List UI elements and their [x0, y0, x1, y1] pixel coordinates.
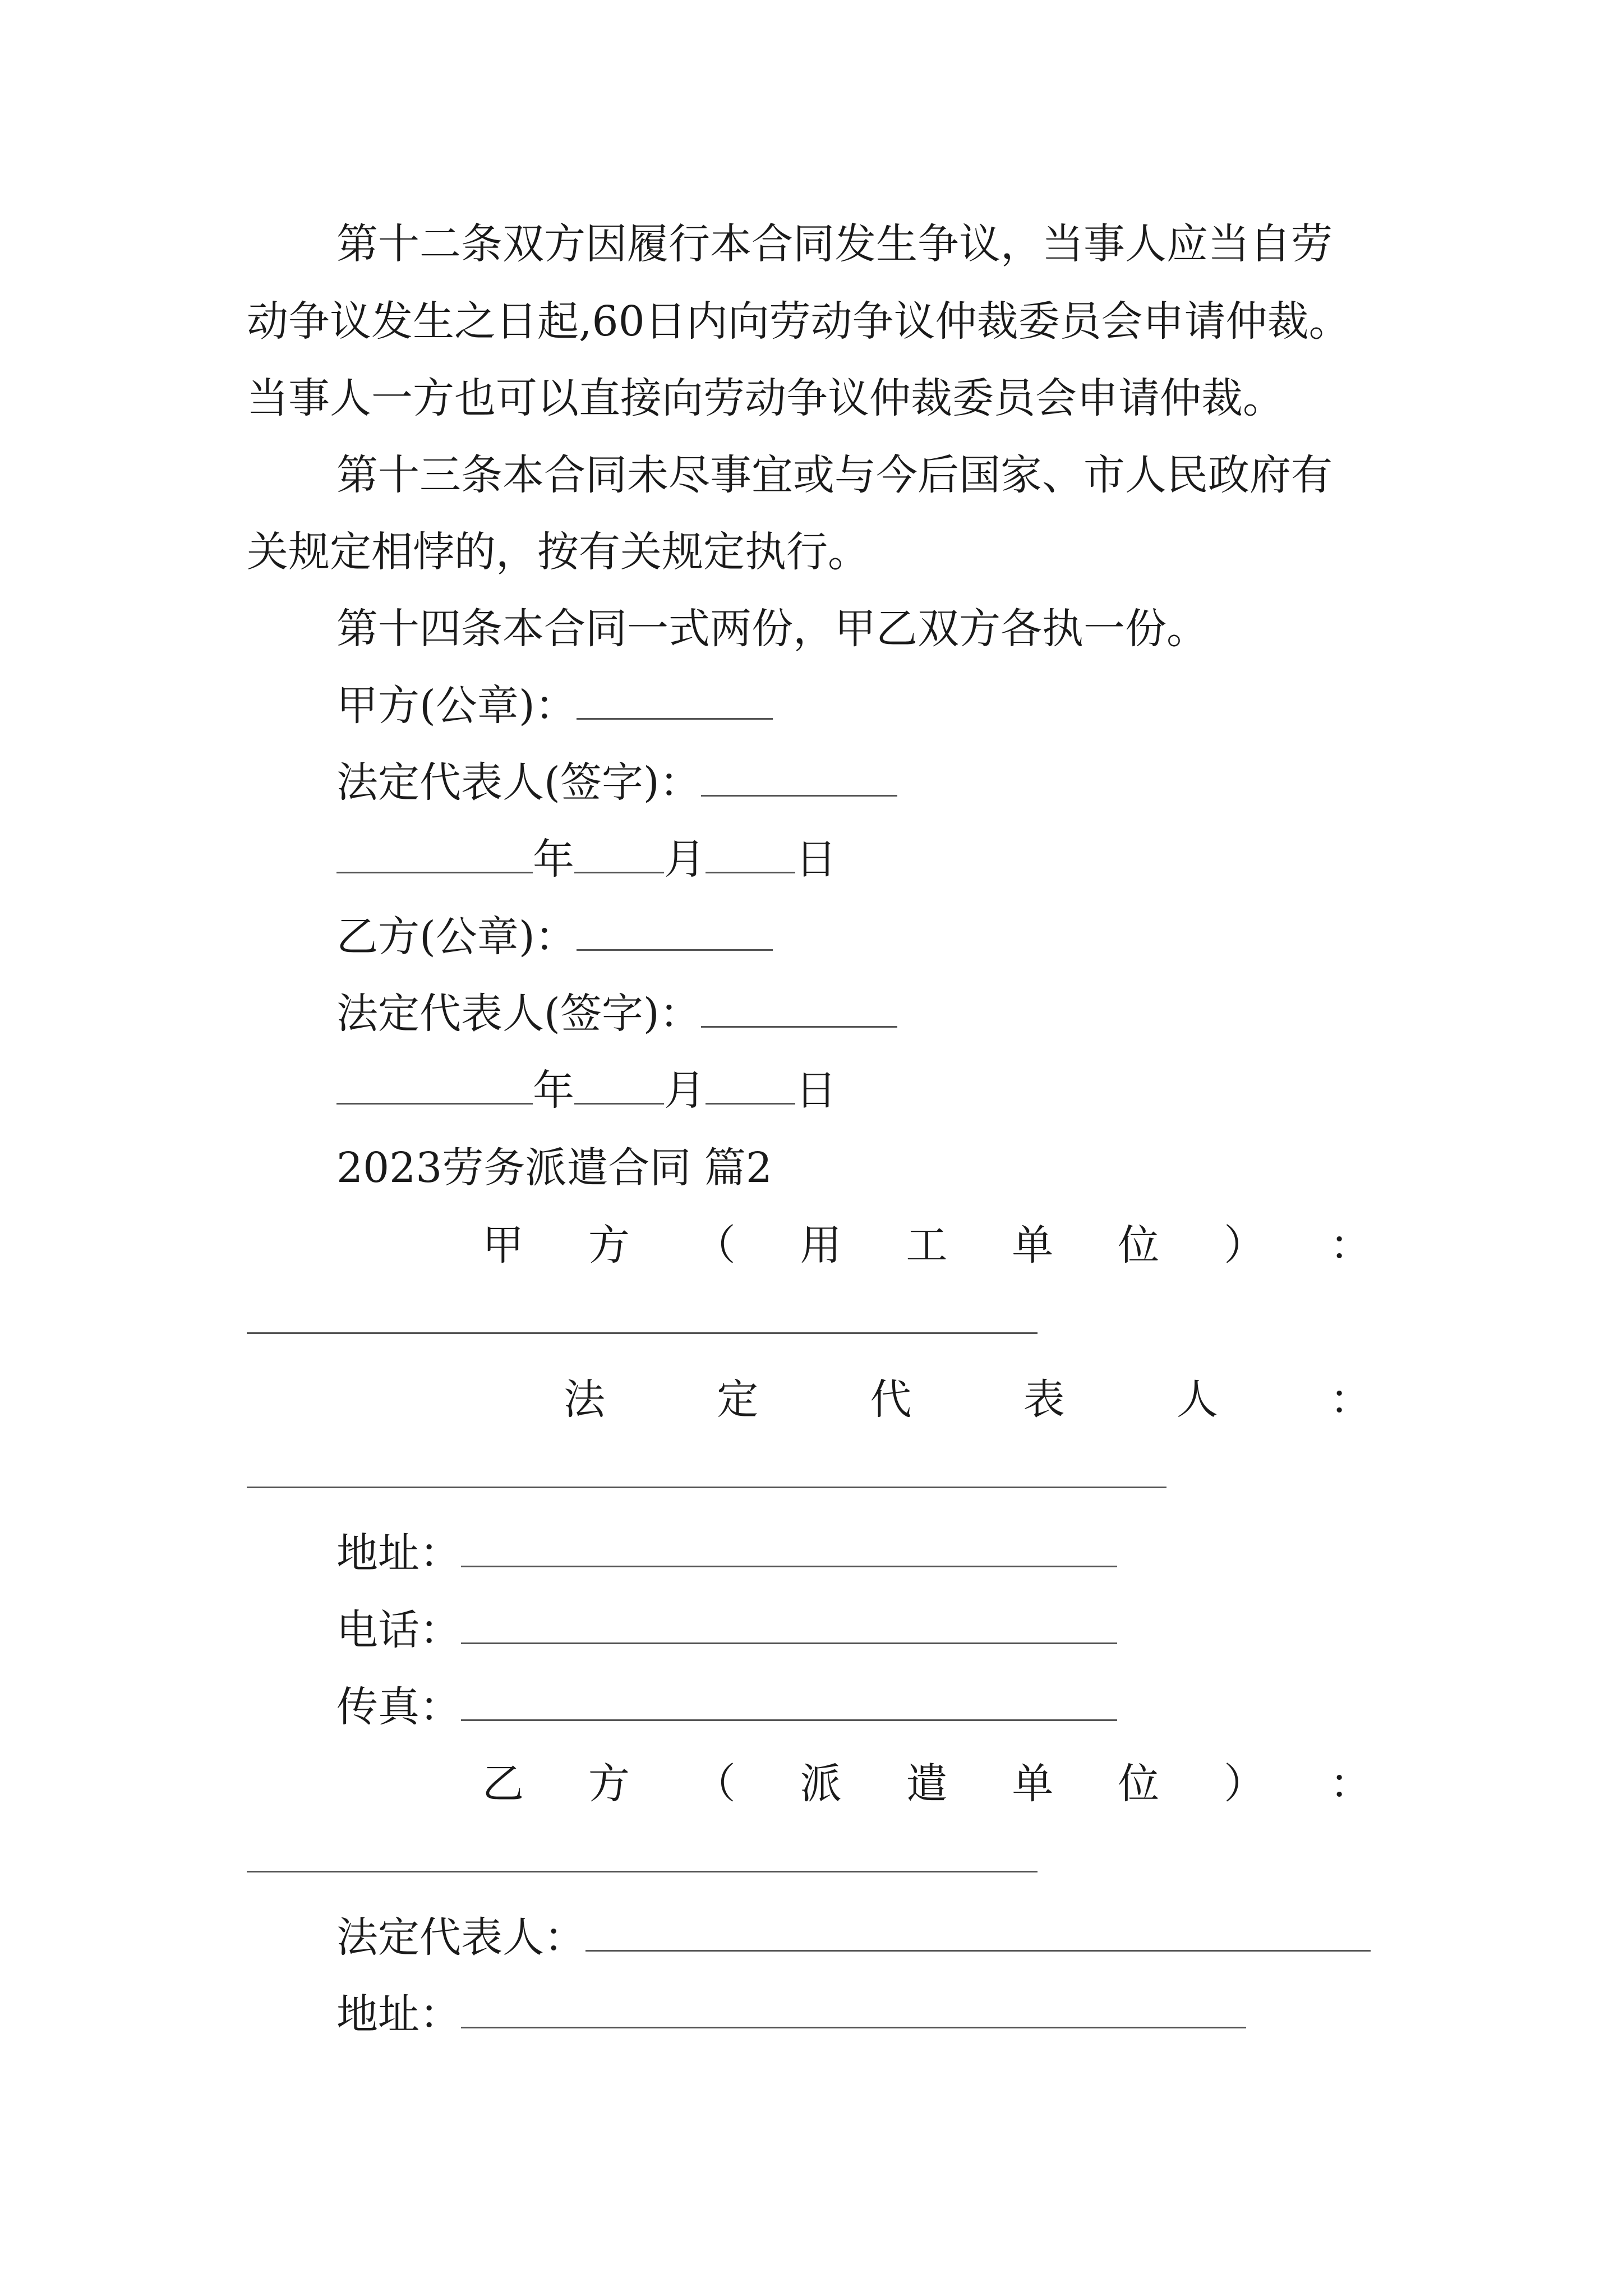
- party-a-rep-row: [336, 754, 897, 811]
- party-a-rep-char: ：: [1329, 1375, 1371, 1424]
- party-a-rep-heading: [564, 1372, 1371, 1428]
- party-a-day-blank[interactable]: [706, 831, 795, 873]
- party-a-phone-blank[interactable]: [461, 1602, 1117, 1644]
- party-a-seal-label: 甲方(公章)：: [336, 682, 577, 730]
- party-a-rep-label: 法定代表人(签字)：: [336, 758, 701, 807]
- party-b-address-label: 地址：: [336, 1990, 461, 2039]
- party-b-rep-label: 法定代表人(签字)：: [336, 990, 701, 1038]
- party-b-heading-char: 乙: [482, 1760, 524, 1808]
- party-a-rep-name-blank[interactable]: [247, 1487, 1166, 1488]
- party-a-rep-char: 人: [1176, 1375, 1218, 1424]
- party-a-seal-row: [336, 678, 773, 734]
- party-a-rep-char: 代: [870, 1375, 912, 1424]
- party-a-phone-label: 电话：: [336, 1606, 461, 1654]
- party-a-rep-blank[interactable]: [701, 754, 897, 797]
- party-b-rep-row: [336, 986, 897, 1042]
- party-b-heading-char: 遣: [906, 1760, 948, 1808]
- party-a-address-row: [336, 1525, 1117, 1581]
- party-b-heading-char: 方: [588, 1760, 630, 1808]
- party-a-heading-char: ：: [1330, 1221, 1371, 1269]
- party-b-year-label: 年: [533, 1066, 574, 1115]
- party-b-date-row: [336, 1062, 837, 1119]
- party-b-rep-blank[interactable]: [585, 1910, 1371, 1952]
- party-a-rep-char: 法: [564, 1375, 605, 1424]
- party-a-rep-char: 表: [1023, 1375, 1065, 1424]
- party-b-seal-blank[interactable]: [577, 909, 773, 951]
- party-a-date-row: [336, 831, 837, 887]
- party-a-seal-blank[interactable]: [577, 678, 773, 720]
- party-a-heading-char: 用: [800, 1221, 842, 1269]
- party-b-heading: [482, 1756, 1371, 1812]
- party-a-heading-char: 甲: [482, 1221, 524, 1269]
- party-b-address-row: [336, 1986, 1246, 2042]
- party-a-year-blank[interactable]: [336, 831, 533, 873]
- party-b-day-blank[interactable]: [706, 1062, 795, 1105]
- party-b-month-blank[interactable]: [574, 1062, 664, 1105]
- party-b-year-blank[interactable]: [336, 1062, 533, 1105]
- party-a-month-blank[interactable]: [574, 831, 664, 873]
- party-a-heading: [482, 1217, 1371, 1273]
- article-13-line-1: 第十三条本合同未尽事宜或与今后国家、市人民政府有: [336, 451, 1332, 499]
- party-a-name-blank[interactable]: [247, 1332, 1038, 1334]
- party-a-year-label: 年: [533, 835, 574, 884]
- party-b-day-label: 日: [795, 1066, 837, 1115]
- party-a-phone-row: [336, 1602, 1117, 1658]
- party-a-address-blank[interactable]: [461, 1525, 1117, 1567]
- party-a-heading-char: 方: [588, 1221, 630, 1269]
- party-b-rep-row: [336, 1910, 1371, 1966]
- party-b-rep-label: 法定代表人：: [336, 1913, 585, 1962]
- party-b-heading-char: ）: [1224, 1760, 1266, 1808]
- party-b-rep-blank[interactable]: [701, 986, 897, 1028]
- article-12-line-3: 当事人一方也可以直接向劳动争议仲裁委员会申请仲裁。: [247, 374, 1284, 422]
- article-13-line-2: 关规定相悖的，按有关规定执行。: [247, 528, 869, 576]
- party-a-address-label: 地址：: [336, 1529, 461, 1577]
- party-b-heading-char: 位: [1118, 1760, 1160, 1808]
- party-b-heading-char: （: [694, 1760, 736, 1808]
- party-a-day-label: 日: [795, 835, 837, 884]
- party-a-fax-blank[interactable]: [461, 1679, 1117, 1721]
- party-a-heading-char: 位: [1118, 1221, 1160, 1269]
- party-b-address-blank[interactable]: [461, 1986, 1246, 2028]
- party-a-heading-char: （: [694, 1221, 736, 1269]
- party-b-heading-char: ：: [1330, 1760, 1371, 1808]
- article-12-line-1: 第十二条双方因履行本合同发生争议，当事人应当自劳: [336, 220, 1332, 268]
- party-a-heading-char: 工: [906, 1221, 948, 1269]
- party-b-seal-label: 乙方(公章)：: [336, 913, 577, 961]
- party-b-month-label: 月: [664, 1066, 706, 1115]
- party-a-heading-char: ）: [1224, 1221, 1266, 1269]
- party-b-heading-char: 派: [800, 1760, 842, 1808]
- party-a-fax-label: 传真：: [336, 1683, 461, 1731]
- party-a-rep-char: 定: [717, 1375, 759, 1424]
- article-12-line-2: 动争议发生之日起,60日内向劳动争议仲裁委员会申请仲裁。: [247, 297, 1350, 346]
- article-14: 第十四条本合同一式两份，甲乙双方各执一份。: [336, 605, 1208, 653]
- party-b-heading-char: 单: [1012, 1760, 1054, 1808]
- party-a-month-label: 月: [664, 835, 706, 884]
- party-a-heading-char: 单: [1012, 1221, 1054, 1269]
- party-b-name-blank[interactable]: [247, 1871, 1038, 1872]
- section-title: 2023劳务派遣合同 篇2: [336, 1144, 772, 1192]
- party-b-seal-row: [336, 909, 773, 965]
- party-a-fax-row: [336, 1679, 1117, 1735]
